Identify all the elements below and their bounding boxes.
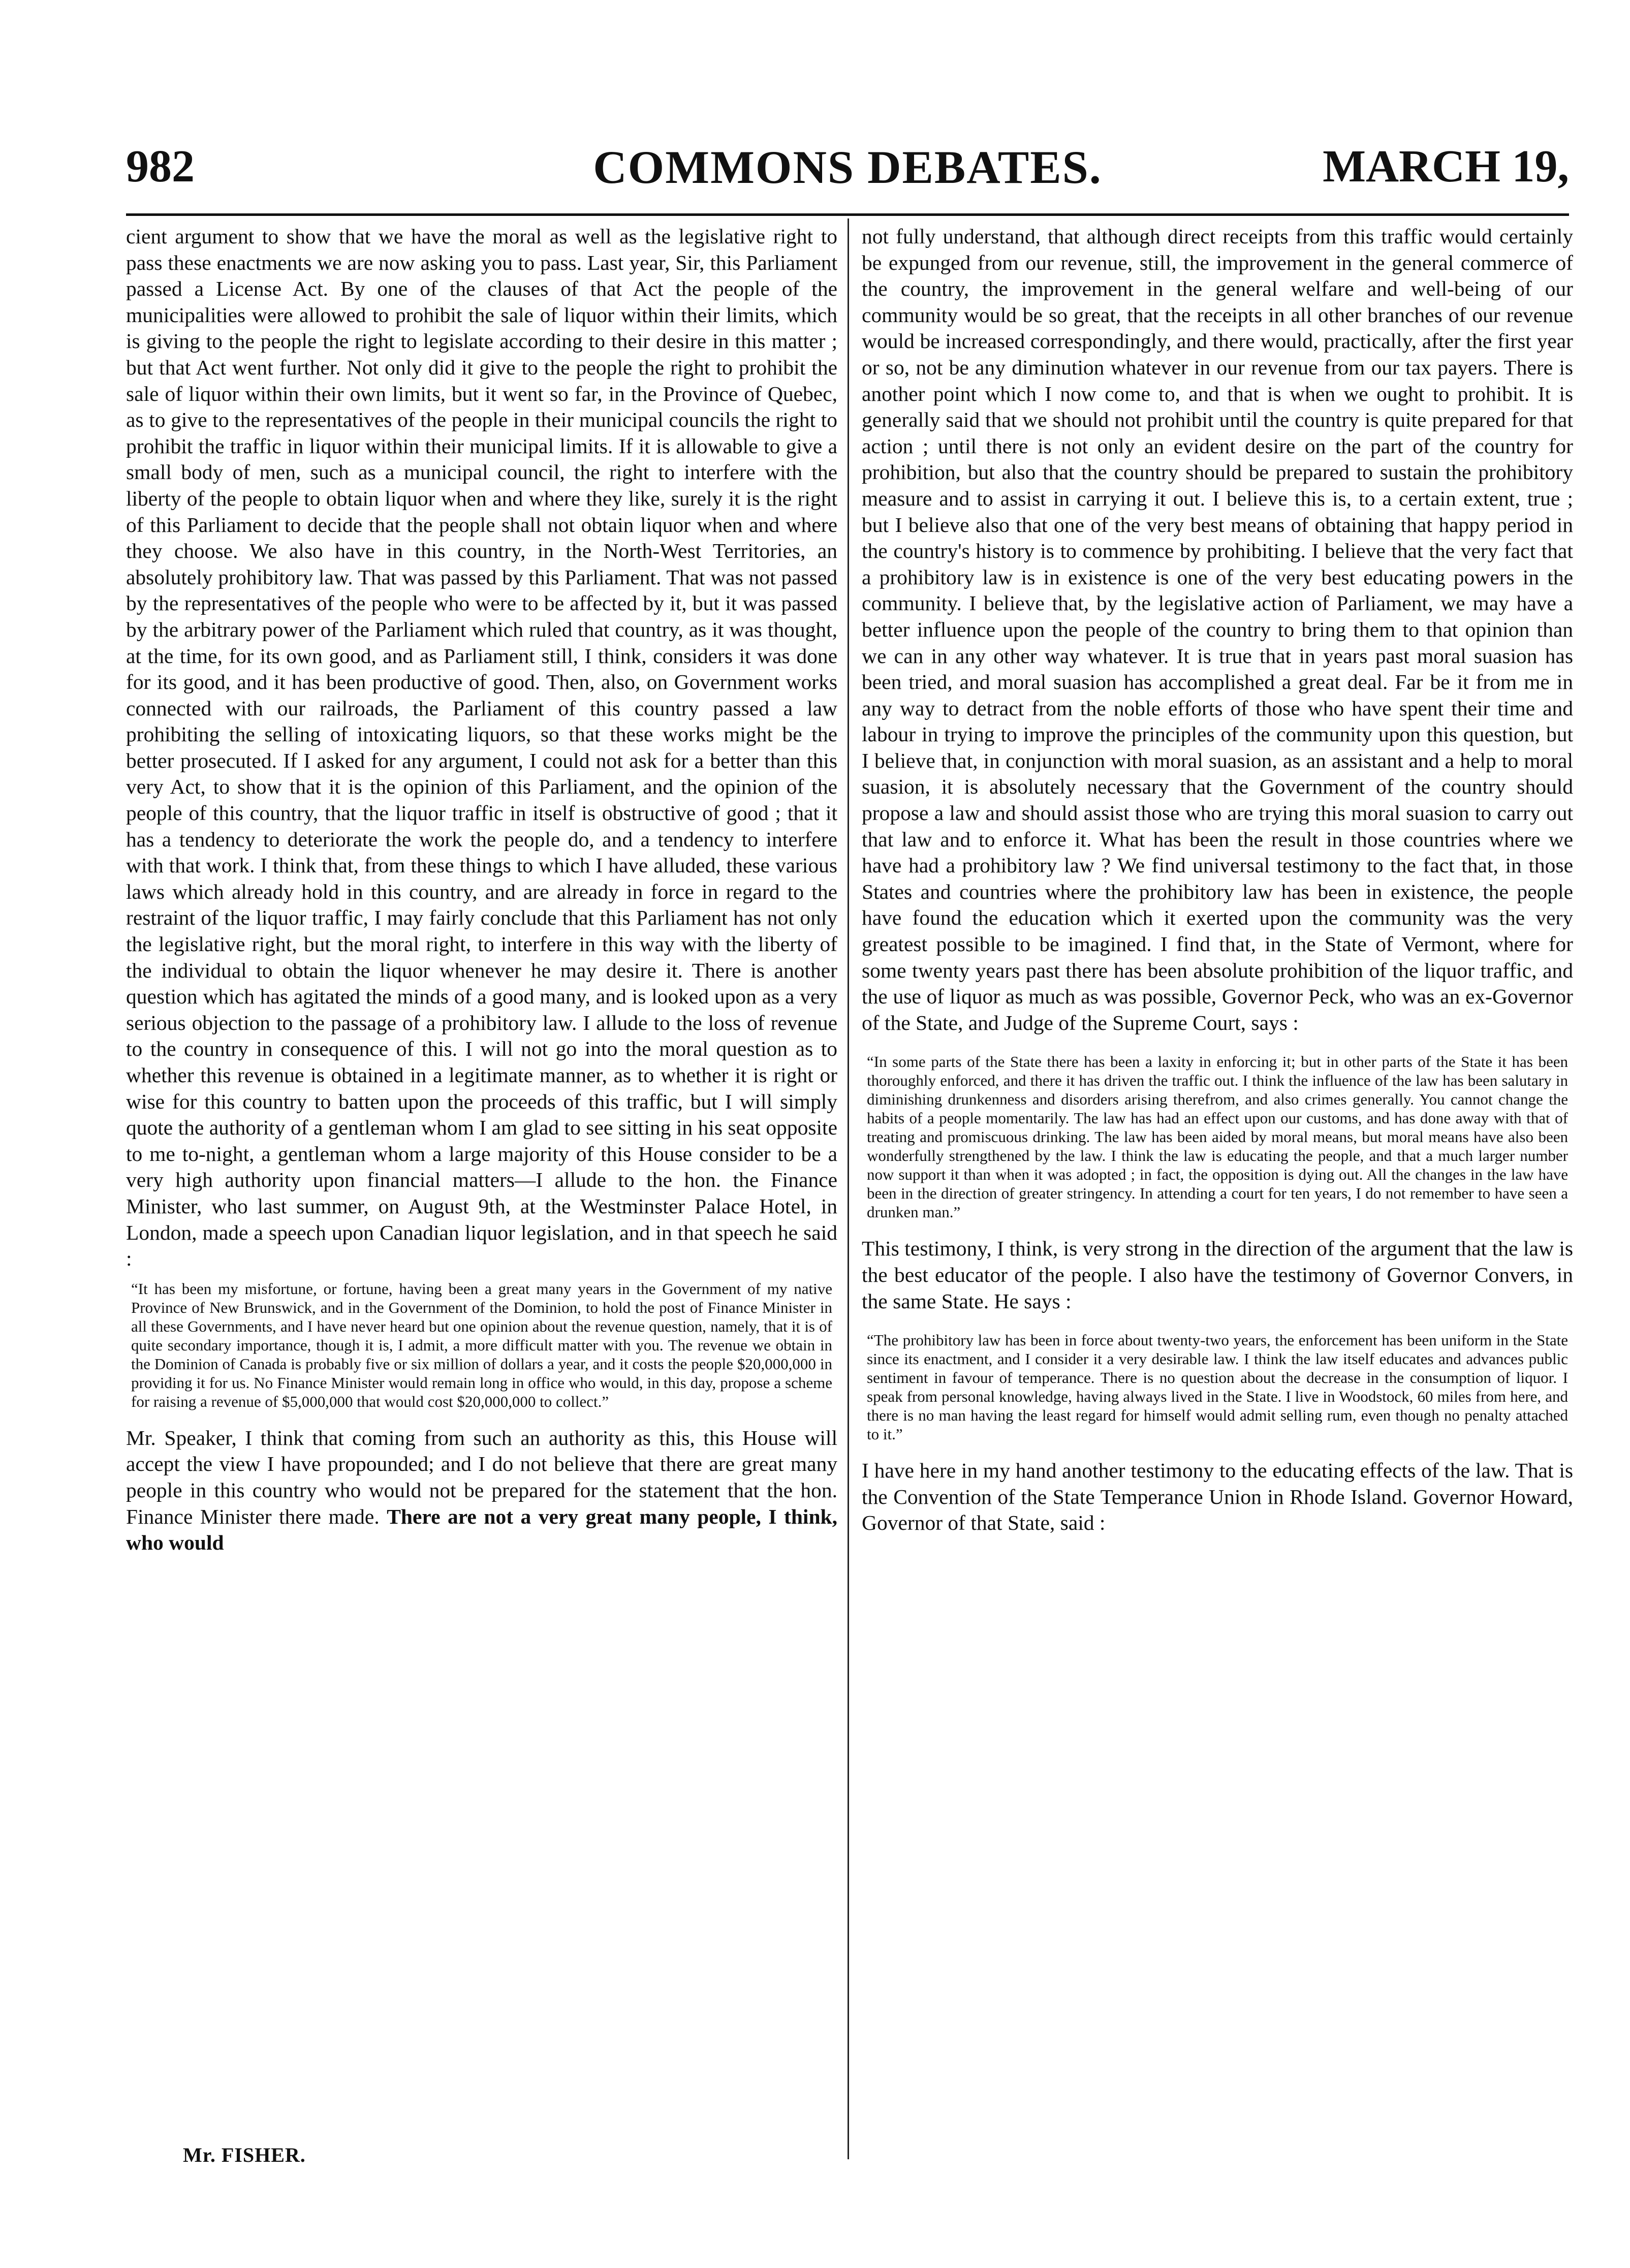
page-header	[126, 140, 1569, 201]
quotation: “The prohibitory law has been in force about twenty-two years, the enforcement has been uniform in the State since its enactment, and I consider it a very desirable law. I think the law itself educates and advances public sentiment in favour of temperance. There is no question about the decrease in the consumption of liquor. I speak from personal knowledge, having always lived in the State. I live in Woodstock, 60 miles from here, and there is no man having the least regard for himself would admit selling rum, even though no penalty attached to it.”	[867, 1331, 1568, 1443]
paragraph: This testimony, I think, is very strong in the direction of the argument that the law is the best educator of the people. I also have the testimony of Governor Convers, in the same State. He says :	[862, 1237, 1573, 1313]
left-column	[126, 224, 837, 1556]
page-number: 982	[126, 141, 195, 192]
right-column	[862, 224, 1573, 1536]
paragraph: I have here in my hand another testimony to the educating effects of the law. That is the Convention of the State Temperance Union in Rhode Island. Governor Howard, Governor of that State, said :	[862, 1459, 1573, 1535]
paragraph: cient argument to show that we have the moral as well as the legislative right to pass these enactments we are now asking you to pass. Last year, Sir, this Parliament passed a License Act. By one of the clauses of that Act the people of the municipalities were allowed to prohibit the sale of liquor within their limits, which is giving to the people the right to legislate according to their desire in this matter ; but that Act went further. Not only did it give to the people the right to prohibit the sale of liquor within their own limits, but it went so far, in the Province of Quebec, as to give to the representatives of the people in their municipal councils the right to prohibit the traffic in liquor within their municipal limits. If it is allowable to give a small body of men, such as a municipal council, the right to interfere with the liberty of the people to obtain liquor when and where they like, surely it is the right of this Parliament to decide that the people shall not obtain liquor when and where they choose. We also have in this country, in the North-West Territories, an absolutely prohibitory law. That was passed by this Parliament. That was not passed by the representatives of the people who were to be affected by it, but it was passed by the arbitrary power of the Parliament which ruled that country, as it was thought, at the time, for its own good, and as Parliament still, I think, considers it was done for its good, and it has been productive of good. Then, also, on Government works connected with our railroads, the Parliament of this country passed a law prohibiting the selling of intoxicating liquors, so that these works might be the better prosecuted. If I asked for any argument, I could not ask for a better than this very Act, to show that it is the opinion of this Parliament, and the opinion of the people of this country, that the liquor traffic in itself is obstructive of good ; that it has a tendency to deteriorate the work the people do, and a tendency to interfere with that work. I think that, from these things to which I have alluded, these various laws which already hold in this country, and are already in force in regard to the restraint of the liquor traffic, I may fairly conclude that this Parliament has not only the legislative right, but the moral right, to interfere in this way with the liberty of the individual to obtain the liquor whenever he may desire it. There is another question which has agitated the minds of a good many, and is looked upon as a very serious objection to the passage of a prohibitory law. I allude to the loss of revenue to the country in consequence of this. I will not go into the moral question as to whether this revenue is obtained in a legitimate manner, as to whether it is right or wise for this country to batten upon the proceeds of this traffic, but I will simply quote the authority of a gentleman whom I am glad to see sitting in his seat opposite to me to-night, a gentleman whom a large majority of this House consider to be a very high authority upon financial matters—I allude to the hon. the Finance Minister, who last summer, on August 9th, at the Westminster Palace Hotel, in London, made a speech upon Canadian liquor legislation, and in that speech he said :	[126, 225, 837, 1271]
paragraph	[126, 1425, 837, 1556]
publication-title: COMMONS DEBATES.	[593, 141, 1102, 193]
page-date: MARCH 19,	[1323, 141, 1569, 192]
paragraph: not fully understand, that although direct receipts from this traffic would certainly be expunged from our revenue, still, the improvement in the general commerce of the country, the improvement in the general welfare and well-being of our community would be so great, that the receipts in all other branches of our revenue would be increased correspondingly, and there would, practically, after the first year or so, not be any diminution whatever in our revenue from our tax payers. There is another point which I now come to, and that is when we ought to prohibit. It is generally said that we should not prohibit until the country is quite prepared for that action ; until there is not only an evident desire on the part of the country for prohibition, but also that the country should be prepared to sustain the prohibitory measure and to assist in carrying it out. I believe this is, to a certain extent, true ; but I believe also that one of the very best means of obtaining that happy period in the country's history is to commence by prohibiting. I believe that the very fact that a prohibitory law is in existence is one of the very best educating powers in the community. I believe that, by the legislative action of Parliament, we may have a better influence upon the people of the country to bring them to that opinion than we can in any other way whatever. It is true that in years past moral suasion has been tried, and moral suasion has accomplished a great deal. Far be it from me in any way to detract from the noble efforts of those who have spent their time and labour in trying to improve the principles of the community upon this question, but I believe that, in conjunction with moral suasion, as an assistant and a help to moral suasion, it is absolutely necessary that the Government of the country should propose a law and should assist those who are trying this moral suasion to carry out that law and to enforce it. What has been the result in those countries where we have had a prohibitory law ? We find universal testimony to the fact that, in those States and countries where the prohibitory law has been in existence, the people have found the education which it exerted upon the community was the very greatest possible to be imagined. I find that, in the State of Vermont, where for some twenty years past there has been absolute prohibition of the liquor traffic, and the use of liquor as much as was possible, Governor Peck, who was an ex-Governor of the State, and Judge of the Supreme Court, says :	[862, 225, 1573, 1034]
header-rule	[126, 213, 1569, 216]
speaker-name: Mr. FISHER.	[183, 2144, 306, 2166]
paragraph-text: Mr. Speaker, I think that coming from such an authority as this, this House will accept the view I have propounded; and I do not believe that there are great many people in this country who would not be prepared for the statement that the hon. Finance Minister there made.	[126, 1426, 837, 1528]
quotation: “It has been my misfortune, or fortune, having been a great many years in the Government of my native Province of New Brunswick, and in the Government of the Dominion, to hold the post of Finance Minister in all these Governments, and I have never heard but one opinion about the revenue question, namely, that it is of quite secondary importance, though it is, I admit, a more difficult matter with you. The revenue we obtain in the Dominion of Canada is probably five or six million of dollars a year, and it costs the people $20,000,000 in providing it for us. No Finance Minister would remain long in office who would, in this day, propose a scheme for raising a revenue of $5,000,000 that would cost $20,000,000 to collect.”	[131, 1279, 832, 1410]
paragraph-continuation: There are not a very great many people, I think, who would	[126, 1504, 838, 1555]
column-divider	[848, 218, 849, 2159]
quotation: “In some parts of the State there has been a laxity in enforcing it; but in other parts of the State it has been thoroughly enforced, and there it has driven the traffic out. I think the influence of the law has been salutary in diminishing drunkenness and disorders arising therefrom, and also crimes generally. You cannot change the habits of a people momentarily. The law has had an effect upon our customs, and has done away with that of treating and promiscuous drinking. The law has been aided by moral means, but moral means have also been wonderfully strengthened by the law. I think the law is educating the people, and that a much larger number now support it than when it was adopted ; in fact, the opposition is dying out. All the changes in the law have been in the direction of greater stringency. In attending a court for ten years, I do not remember to have seen a drunken man.”	[867, 1053, 1568, 1221]
